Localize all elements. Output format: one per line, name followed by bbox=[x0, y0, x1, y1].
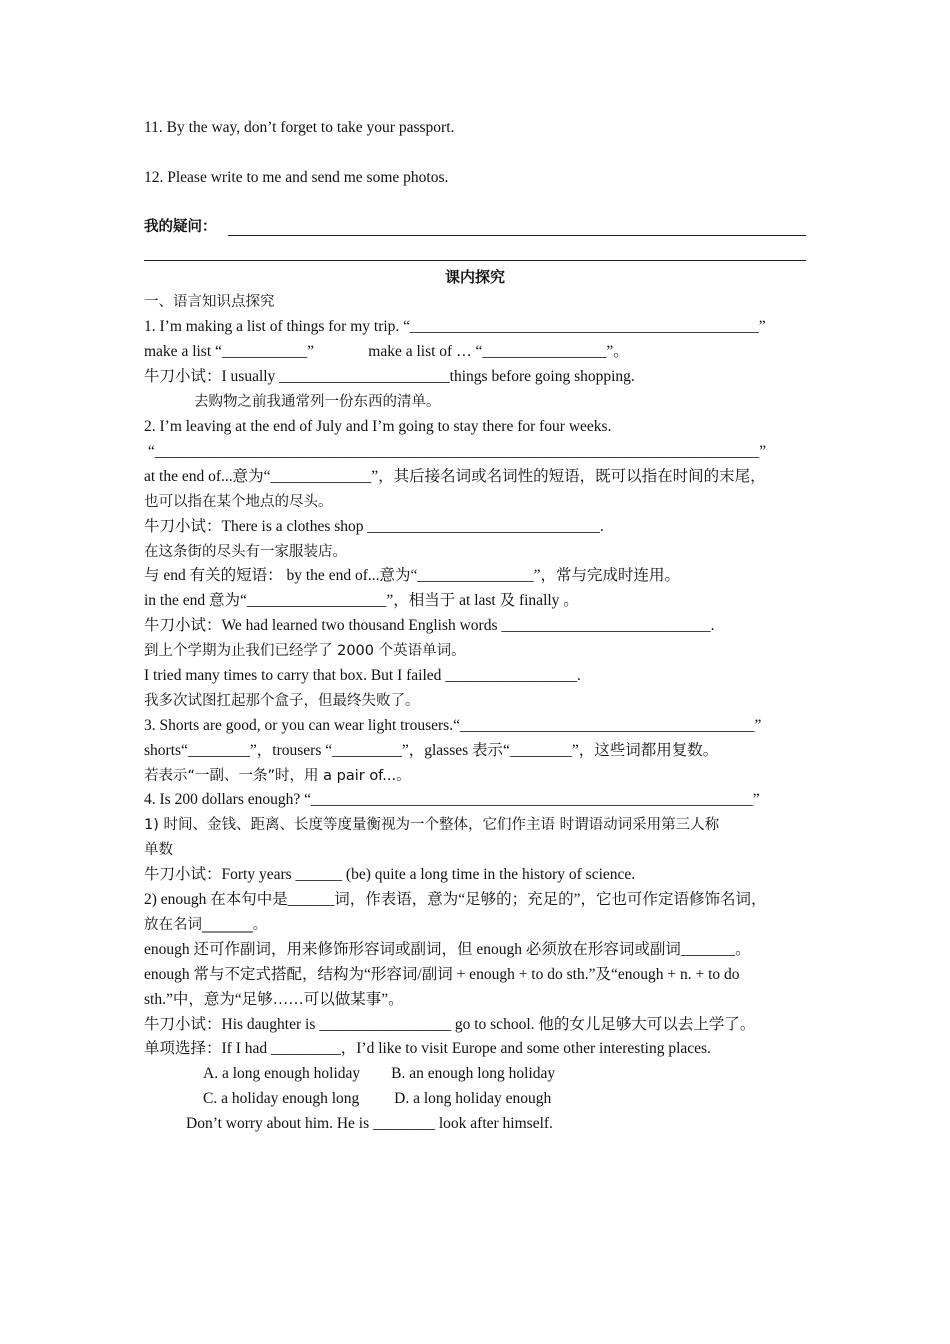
point-4-rule-1-cont: 单数 bbox=[144, 842, 173, 858]
section-heading: 课内探究 bbox=[444, 268, 505, 286]
practice-5: 牛刀小试：Forty years ______ (be) quite a long time in the history of science. bbox=[144, 866, 636, 883]
enough-infinitive-note-cont: sth.”中，意为“足够……可以做某事”。 bbox=[144, 991, 404, 1008]
in-the-end-note: in the end 意为“__________________”，相当于 at last 及 finally 。 bbox=[144, 592, 579, 609]
point-3-sentence: 3. Shorts are good, or you can wear light trousers.“______________________________________” bbox=[144, 717, 762, 734]
sentence-11: 11. By the way, don’t forget to take your passport. bbox=[144, 119, 455, 136]
subsection-title: 一、语言知识点探究 bbox=[144, 294, 275, 310]
practice-4: I tried many times to carry that box. But I failed _________________. bbox=[144, 667, 581, 684]
point-4-rule-2: 2) enough 在本句中是______词，作表语，意为“足够的；充足的”，它也可作定语修饰名词， bbox=[144, 891, 767, 908]
point-3-note-cont: 若表示“一副、一条”时，用 a pair of...。 bbox=[144, 768, 411, 784]
choices-a-b: A. a long enough holiday B. an enough long holiday bbox=[203, 1065, 556, 1082]
practice-1: 牛刀小试：I usually ______________________things before going shopping. bbox=[144, 368, 635, 385]
practice-3-translation: 到上个学期为止我们已经学了 2000 个英语单词。 bbox=[144, 643, 466, 659]
practice-6: 牛刀小试：His daughter is _________________ go to school. 他的女儿足够大可以去上学了。 bbox=[144, 1016, 756, 1033]
my-questions-label: 我的疑问： bbox=[144, 219, 217, 235]
questions-answer-line bbox=[228, 235, 806, 236]
point-4-rule-2-cont: 放在名词_______。 bbox=[144, 917, 268, 933]
point-2-sentence: 2. I’m leaving at the end of July and I’m going to stay there for four weeks. bbox=[144, 418, 612, 435]
practice-3: 牛刀小试：We had learned two thousand English words ___________________________. bbox=[144, 617, 715, 634]
questions-answer-line-2 bbox=[144, 260, 806, 261]
end-phrases: 与 end 有关的短语： by the end of...意为“_______________”，常与完成时连用。 bbox=[144, 567, 680, 584]
choices-c-d: C. a holiday enough long D. a long holiday enough bbox=[203, 1090, 552, 1107]
point-2-note-cont: 也可以指在某个地点的尽头。 bbox=[144, 494, 333, 510]
multiple-choice-question: 单项选择：If I had _________，I’d like to visit Europe and some other interesting places. bbox=[144, 1040, 711, 1057]
sentence-12: 12. Please write to me and send me some photos. bbox=[144, 169, 449, 186]
point-2-note: at the end of...意为“_____________”，其后接名词或名词性的短语，既可以指在时间的末尾， bbox=[144, 468, 766, 485]
point-1-sentence: 1. I’m making a list of things for my trip. “_____________________________________________” bbox=[144, 318, 766, 335]
practice-4-translation: 我多次试图扛起那个盒子，但最终失败了。 bbox=[144, 693, 420, 709]
point-3-note: shorts“________”，trousers “_________”，glasses 表示“________”，这些词都用复数。 bbox=[144, 742, 719, 759]
practice-2-translation: 在这条街的尽头有一家服装店。 bbox=[144, 544, 347, 560]
point-4-sentence: 4. Is 200 dollars enough? “_________________________________________________________” bbox=[144, 791, 760, 808]
enough-infinitive-note: enough 常与不定式搭配，结构为“形容词/副词 + enough + to do sth.”及“enough + n. + to do bbox=[144, 966, 740, 983]
point-4-rule-1: 1) 时间、金钱、距离、长度等度量衡视为一个整体，它们作主语 时谓语动词采用第三人称 bbox=[144, 817, 720, 833]
practice-2: 牛刀小试：There is a clothes shop ______________________________. bbox=[144, 518, 604, 535]
practice-7: Don’t worry about him. He is ________ look after himself. bbox=[186, 1115, 553, 1132]
point-1-phrases: make a list “___________” make a list of … “________________”。 bbox=[144, 343, 629, 360]
practice-1-translation: 去购物之前我通常列一份东西的清单。 bbox=[194, 394, 441, 410]
point-2-translation-blank: “______________________________________________________________________________” bbox=[144, 443, 767, 460]
enough-adverb-note: enough 还可作副词，用来修饰形容词或副词，但 enough 必须放在形容词或副词_______。 bbox=[144, 941, 751, 958]
